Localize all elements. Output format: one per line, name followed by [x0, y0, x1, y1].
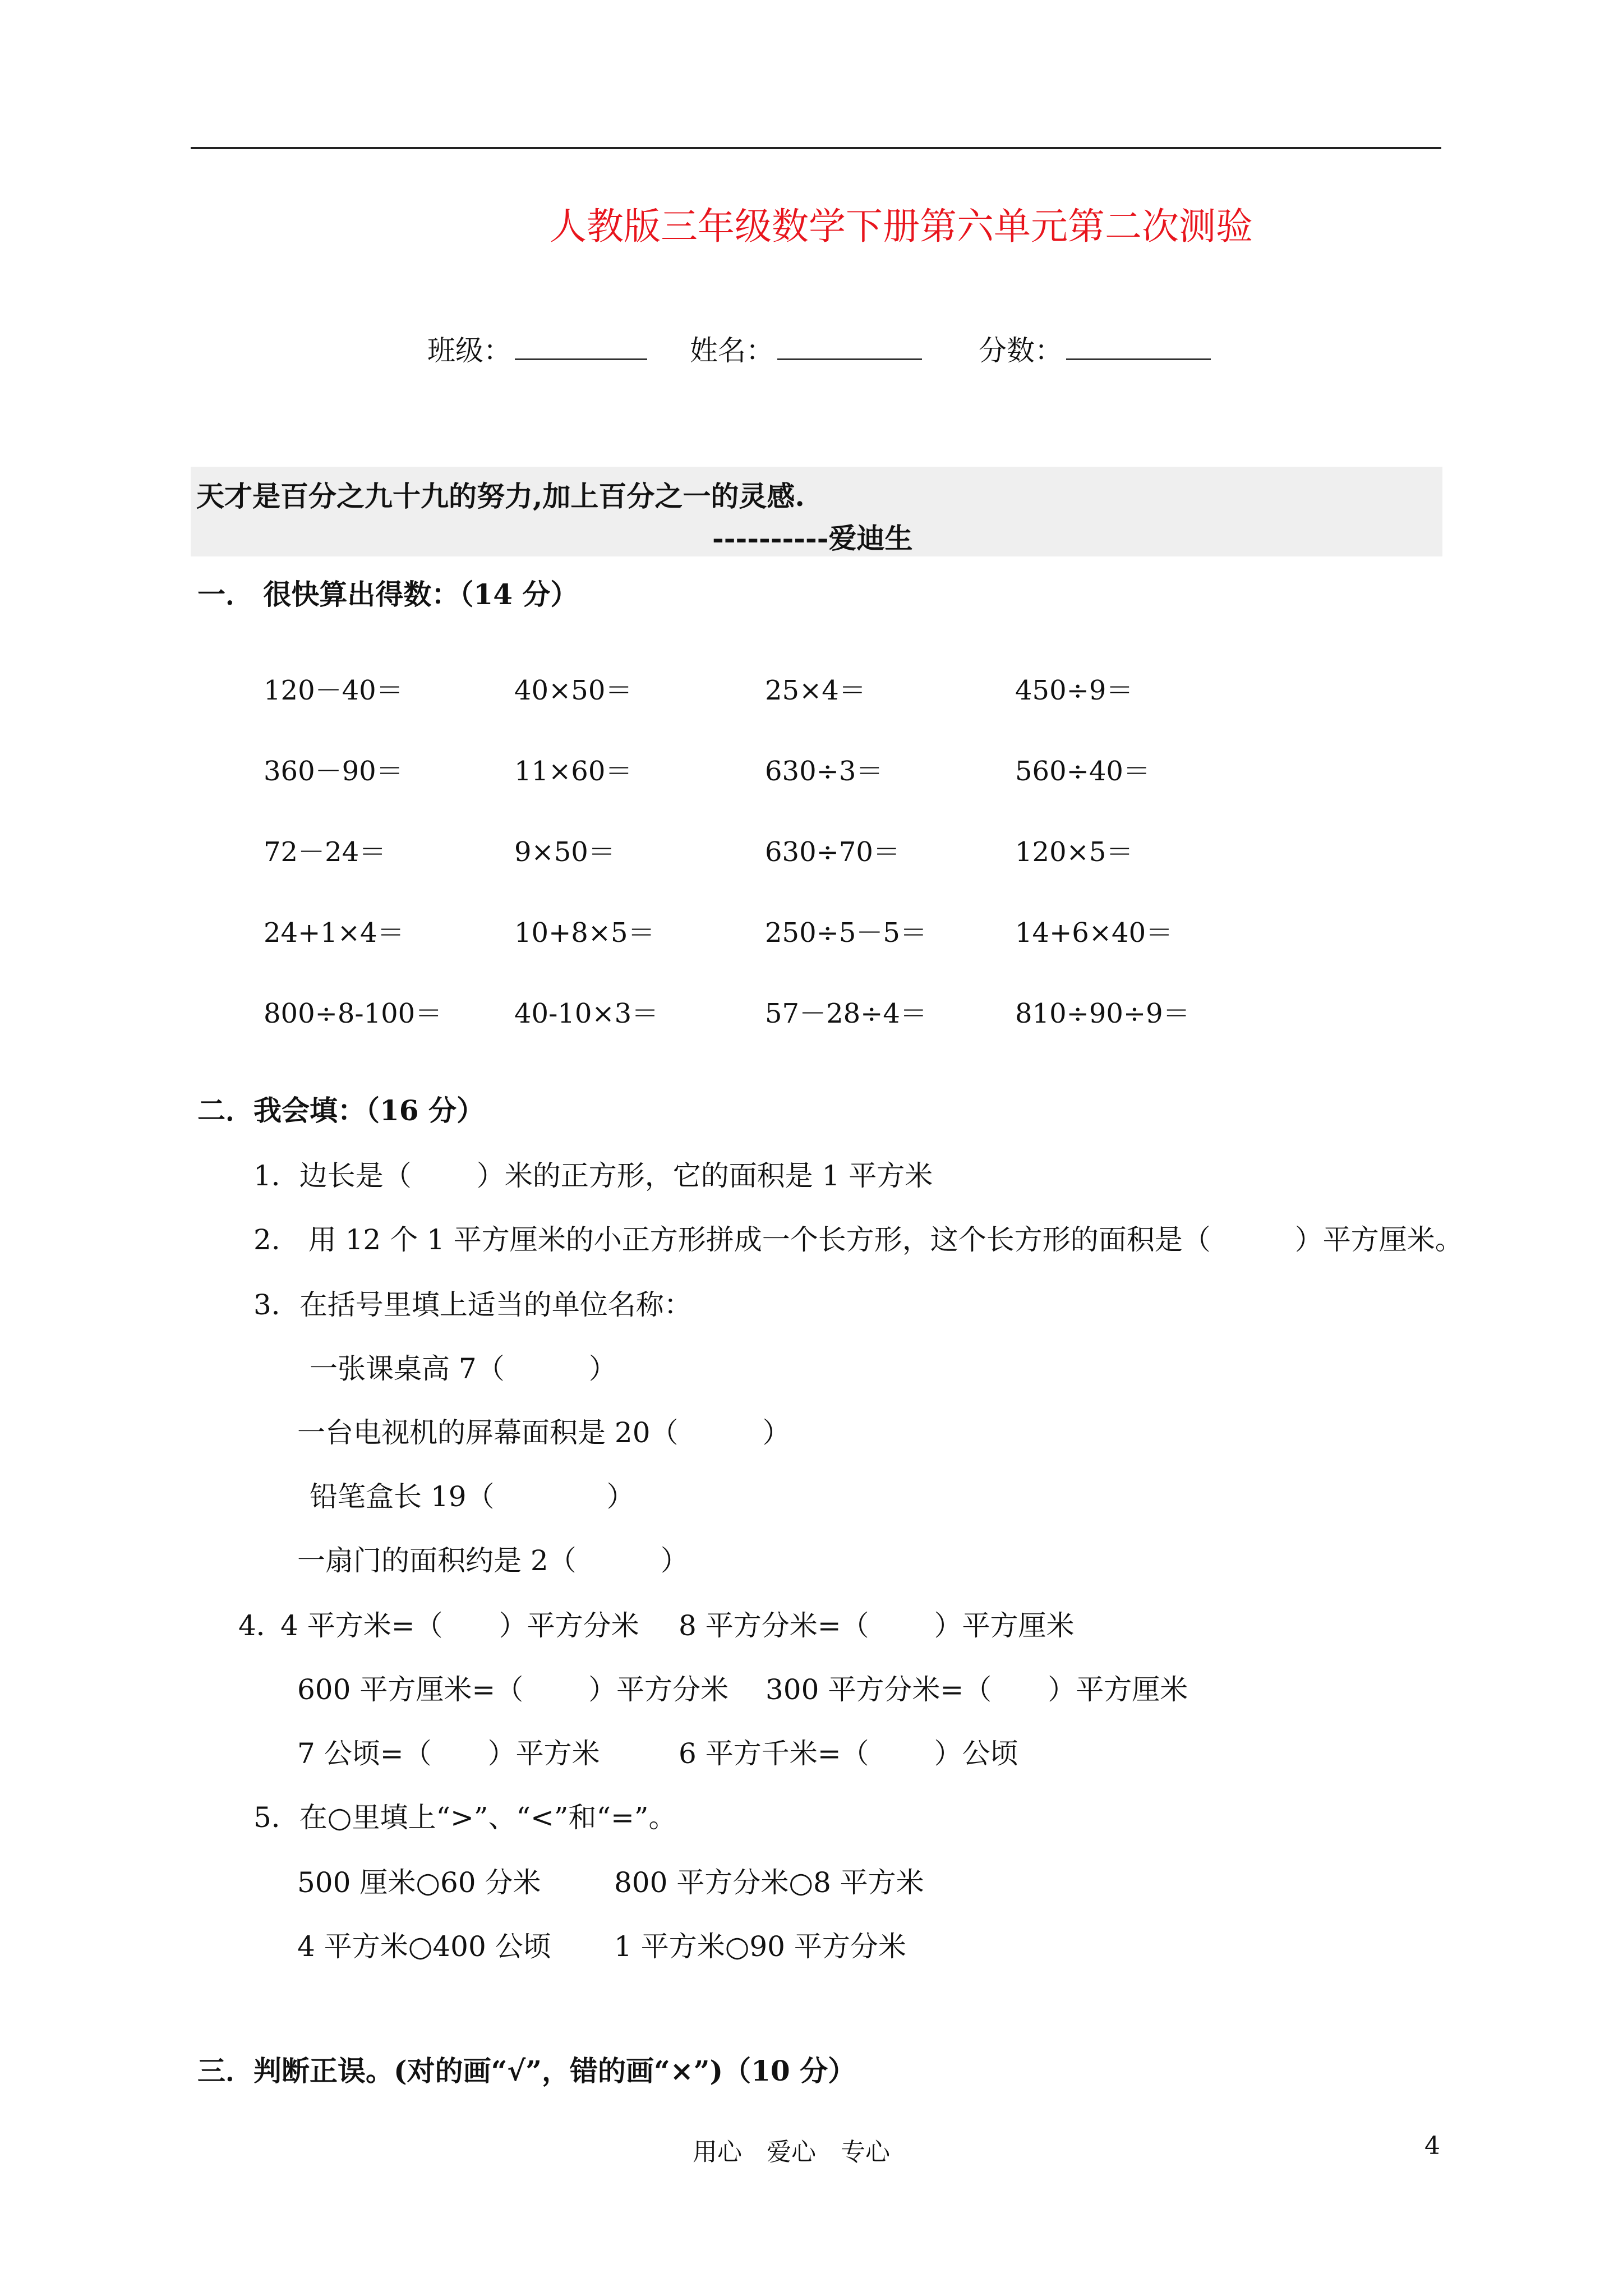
calc-item: 25×4＝	[765, 675, 866, 706]
calc-item: 40×50＝	[514, 675, 633, 706]
calc-item: 11×60＝	[514, 756, 633, 787]
quote-author: ----------爱迪生	[712, 522, 913, 555]
calc-item: 57－28÷4＝	[765, 998, 927, 1029]
calc-item: 120－40＝	[264, 675, 403, 706]
calc-item: 72－24＝	[264, 836, 386, 868]
question-5: 5．在○里填上“>”、“<”和“=”。	[253, 1801, 677, 1834]
quote-text: 天才是百分之九十九的努力,加上百分之一的灵感.	[196, 480, 805, 513]
section3-heading: 三．判断正误。(对的画“√”，错的画“×”)（10 分）	[197, 2054, 856, 2087]
calc-item: 360－90＝	[264, 756, 403, 787]
question-3: 3．在括号里填上适当的单位名称：	[253, 1289, 692, 1321]
calc-item: 24+1×4＝	[264, 917, 404, 949]
calc-item: 14+6×40＝	[1015, 917, 1173, 949]
calc-item: 810÷90÷9＝	[1015, 998, 1190, 1029]
question-1: 1．边长是（ ）米的正方形，它的面积是 1 平方米	[253, 1159, 933, 1192]
unit-item: 一张课桌高 7（ ）	[310, 1352, 617, 1385]
footer-motto: 用心 爱心 专心	[693, 2138, 890, 2166]
class-blank[interactable]	[515, 334, 647, 360]
question-4-number: 4．	[238, 1609, 284, 1642]
calc-item: 450÷9＝	[1015, 675, 1133, 706]
conversion-item: 4 平方米=（ ）平方分米	[280, 1609, 639, 1642]
conversion-item: 600 平方厘米=（ ）平方分米	[297, 1673, 729, 1706]
unit-item: 一扇门的面积约是 2（ ）	[297, 1544, 689, 1577]
unit-item: 一台电视机的屏幕面积是 20（ ）	[297, 1416, 791, 1449]
unit-item: 铅笔盒长 19（ ）	[310, 1480, 635, 1513]
class-label: 班级：	[427, 334, 511, 367]
section2-heading: 二．我会填：（16 分）	[197, 1094, 485, 1127]
score-field	[979, 328, 1211, 369]
calc-item: 630÷3＝	[765, 756, 883, 787]
compare-item: 1 平方米○90 平方分米	[614, 1930, 906, 1963]
conversion-item: 8 平方分米=（ ）平方厘米	[679, 1609, 1075, 1642]
calc-item: 800÷8-100＝	[264, 998, 442, 1029]
page-number: 4	[1424, 2132, 1440, 2160]
conversion-item: 6 平方千米=（ ）公顷	[679, 1737, 1018, 1770]
name-field	[690, 328, 922, 369]
calc-item: 560÷40＝	[1015, 756, 1150, 787]
calc-item: 630÷70＝	[765, 836, 900, 868]
score-label: 分数：	[979, 334, 1063, 367]
question-2: 2. 用 12 个 1 平方厘米的小正方形拼成一个长方形，这个长方形的面积是（ ）平方厘米。	[253, 1223, 1463, 1256]
header-rule	[191, 147, 1441, 149]
name-blank[interactable]	[777, 334, 922, 360]
name-label: 姓名：	[690, 334, 774, 367]
calc-item: 120×5＝	[1015, 836, 1133, 868]
compare-item: 500 厘米○60 分米	[297, 1866, 541, 1899]
score-blank[interactable]	[1066, 334, 1211, 360]
conversion-item: 7 公顷=（ ）平方米	[297, 1737, 600, 1770]
compare-item: 4 平方米○400 公顷	[297, 1930, 551, 1963]
calc-item: 250÷5－5＝	[765, 917, 927, 949]
section1-heading: 一． 很快算出得数：（14 分）	[197, 578, 579, 611]
calc-item: 9×50＝	[514, 836, 615, 868]
page-title: 人教版三年级数学下册第六单元第二次测验	[550, 205, 1253, 248]
calc-item: 40-10×3＝	[514, 998, 659, 1029]
class-field	[427, 328, 647, 369]
compare-item: 800 平方分米○8 平方米	[614, 1866, 924, 1899]
calc-item: 10+8×5＝	[514, 917, 655, 949]
conversion-item: 300 平方分米=（ ）平方厘米	[766, 1673, 1188, 1706]
